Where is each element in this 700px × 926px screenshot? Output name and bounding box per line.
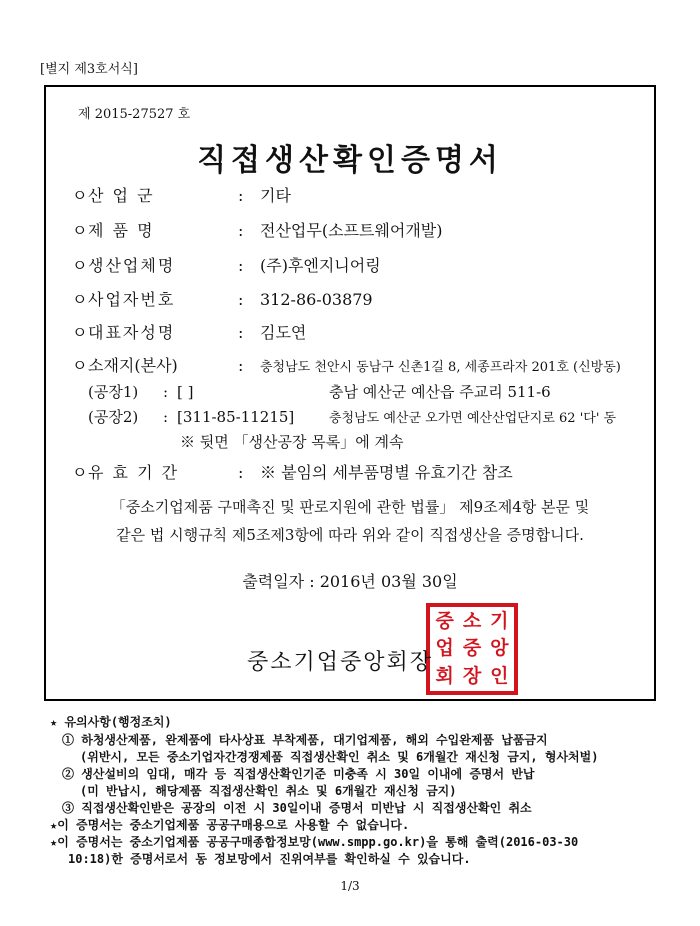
colon: :: [163, 408, 169, 426]
field-label: 유 효 기 간: [88, 463, 180, 482]
factory-address: 충남 예산군 예산읍 주교리 511-6: [329, 383, 551, 401]
seal-char: 소: [462, 610, 482, 632]
field-business-number: [72, 287, 373, 310]
field-value: ※ 붙임의 세부품명별 유효기간 참조: [260, 463, 513, 482]
factory-label: (공장1): [88, 383, 139, 401]
field-label: 생산업체명: [88, 256, 176, 275]
seal-char: 앙: [490, 637, 509, 660]
field-label: 산 업 군: [88, 186, 155, 205]
colon: :: [238, 356, 244, 375]
note-item: ★이 증명서는 중소기업제품 공공구매용으로 사용할 수 없습니다.: [50, 818, 410, 832]
note-item: ② 생산설비의 임대, 매각 등 직접생산확인기준 미충족 시 30일 이내에 증명서 반납: [62, 767, 535, 781]
factory-registration-number: [311-85-11215]: [177, 408, 295, 426]
bullet-mark: ㅇ: [72, 256, 88, 275]
note-item: ① 하청생산제품, 완제품에 타사상표 부착제품, 대기업제품, 해외 수입완제품 납품금지: [62, 733, 548, 747]
seal-char: 인: [490, 664, 509, 687]
seal-char: 기: [490, 610, 509, 632]
bullet-mark: ㅇ: [72, 221, 88, 240]
form-number-tag: [별지 제3호서식]: [40, 62, 138, 77]
bullet-mark: ㅇ: [72, 463, 88, 482]
note-item: 10:18)한 증명서로서 동 정보망에서 진위여부를 확인하실 수 있습니다.: [68, 852, 471, 866]
field-head-office-address: [72, 353, 621, 376]
seal-char: 중: [462, 637, 482, 660]
field-product-name: [72, 218, 443, 241]
field-value: 김도연: [260, 323, 307, 342]
factory-2-row: [88, 406, 616, 427]
field-value: 기타: [260, 186, 291, 205]
field-value: 312-86-03879: [260, 290, 373, 309]
certification-statement-line-1: 「중소기업제품 구매촉진 및 판로지원에 관한 법률」 제9조제4항 본문 및: [110, 498, 590, 516]
colon: :: [238, 463, 244, 482]
official-seal: [426, 603, 518, 695]
factory-label: (공장2): [88, 408, 139, 426]
note-item: ③ 직접생산확인받은 공장의 이전 시 30일이내 증명서 미반납 시 직접생산확인 취소: [62, 801, 532, 815]
certification-statement-line-2: 같은 법 시행규칙 제5조제3항에 따라 위와 같이 직접생산을 증명합니다.: [116, 526, 584, 544]
colon: :: [238, 290, 244, 309]
field-validity: [72, 460, 513, 483]
notes-heading: ★ 유의사항(행정조치): [50, 715, 172, 729]
field-industry: [72, 183, 291, 206]
colon: :: [238, 323, 244, 342]
field-label: 사업자번호: [88, 290, 176, 309]
factory-1-row: [88, 381, 551, 402]
factory-list-note: ※ 뒷면 「생산공장 목록」에 계속: [180, 433, 404, 451]
note-item: ★이 증명서는 중소기업제품 공공구매종합정보망(www.smpp.go.kr)을 통해 출력(2016-03-30: [50, 835, 579, 849]
bullet-mark: ㅇ: [72, 323, 88, 342]
certificate-number: 제 2015-27527 호: [78, 107, 191, 122]
issuer-name: 중소기업중앙회장: [247, 650, 434, 675]
seal-char: 장: [462, 664, 482, 687]
bullet-mark: ㅇ: [72, 290, 88, 309]
page-number: 1/3: [340, 879, 360, 893]
colon: :: [238, 186, 244, 205]
seal-char: 업: [435, 637, 454, 660]
seal-char: 회: [435, 664, 454, 687]
field-label: 제 품 명: [88, 221, 155, 240]
document-title: 직접생산확인증명서: [197, 143, 503, 178]
field-value: 전산업무(소프트웨어개발): [260, 221, 443, 240]
note-item: (위반시, 모든 중소기업자간경쟁제품 직접생산확인 취소 및 6개월간 재신청 금지, 형사처벌): [80, 750, 599, 764]
factory-address: 충청남도 예산군 오가면 예산산업단지로 62 '다' 동: [329, 411, 617, 426]
colon: :: [238, 256, 244, 275]
field-value: (주)후엔지니어링: [260, 256, 381, 275]
field-representative: [72, 320, 306, 343]
note-item: (미 반납시, 해당제품 직접생산확인 취소 및 6개월간 재신청 금지): [80, 784, 457, 798]
field-label: 소재지(본사): [88, 356, 178, 375]
field-label: 대표자성명: [88, 323, 176, 342]
colon: :: [163, 383, 169, 401]
seal-char: 중: [435, 610, 454, 632]
field-value: 충청남도 천안시 동남구 신촌1길 8, 세종프라자 201호 (신방동): [260, 360, 621, 375]
field-company-name: [72, 253, 381, 276]
bullet-mark: ㅇ: [72, 186, 88, 205]
factory-registration-number: [ ]: [177, 383, 194, 401]
colon: :: [238, 221, 244, 240]
output-date: 출력일자 : 2016년 03월 30일: [242, 572, 458, 591]
bullet-mark: ㅇ: [72, 356, 88, 375]
